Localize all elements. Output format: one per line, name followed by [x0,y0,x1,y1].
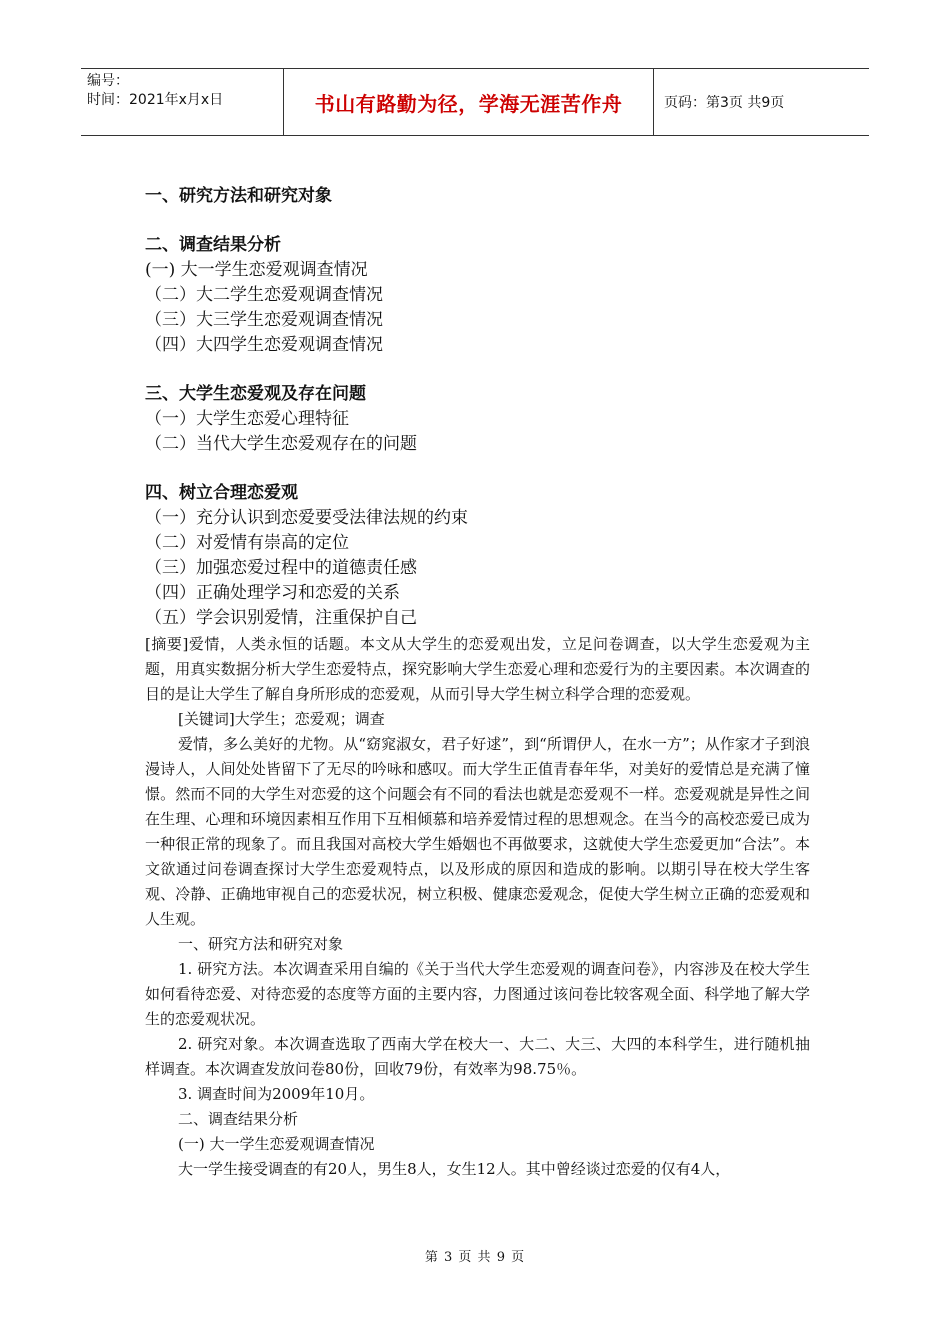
outline-item: （三）加强恋爱过程中的道德责任感 [145,558,417,578]
outline-item: （四）正确处理学习和恋爱的关系 [145,583,400,603]
section-heading: 二、调查结果分析 [178,1110,299,1128]
freshman-paragraph: 大一学生接受调查的有20人，男生8人，女生12人。其中曾经谈过恋爱的仅有4人， [178,1160,731,1178]
header-meta [81,69,284,135]
page-footer: 第 3 页 共 9 页 [424,1250,526,1265]
method-paragraph: 1. 研究方法。本次调查采用自编的《关于当代大学生恋爱观的调查问卷》，内容涉及在校大学生如何看待恋爱、对待恋爱的态度等方面的主要内容，力图通过该问卷比较客观全面、科学地了解大学生的恋爱观状况。 [145,960,810,1028]
intro-paragraph: 爱情，多么美好的尤物。从“窈窕淑女，君子好逑”，到“所谓伊人，在水一方”；从作家才子到浪漫诗人，人间处处皆留下了无尽的吟咏和感叹。而大学生正值青春年华，对美好的爱情总是充满了憧憬。然而不同的大学生对恋爱的这个问题会有不同的看法也就是恋爱观不一样。恋爱观就是异性之间在生理、心理和环境因素相互作用下互相倾慕和培养爱情过程的思想观念。在当今的高校恋爱已成为一种很正常的现象了。而且我国对高校大学生婚姻也不再做要求，这就使大学生恋爱更加“合法”。本文欲通过问卷调查探讨大学生恋爱观特点，以及形成的原因和造成的影响。以期引导在校大学生客观、冷静、正确地审视自己的恋爱状况，树立积极、健康恋爱观念，促使大学生树立正确的恋爱观和人生观。 [145,735,810,928]
section-heading: 一、研究方法和研究对象 [178,935,344,953]
outline-section-title: 一、研究方法和研究对象 [145,186,332,206]
outline-item: （一）大学生恋爱心理特征 [145,409,349,429]
keywords-paragraph: [关键词]大学生；恋爱观；调查 [178,710,385,728]
subjects-paragraph: 2. 研究对象。本次调查选取了西南大学在校大一、大二、大三、大四的本科学生，进行随机抽样调查。本次调查发放问卷80份，回收79份，有效率为98.75％。 [145,1035,810,1078]
subsection-heading: (一) 大一学生恋爱观调查情况 [178,1135,375,1153]
table-of-contents [145,184,825,631]
outline-section-title: 二、调查结果分析 [145,235,281,255]
outline-item: （二）当代大学生恋爱观存在的问题 [145,434,417,454]
outline-section-title: 四、树立合理恋爱观 [145,483,298,503]
outline-item: （二）大二学生恋爱观调查情况 [145,285,383,305]
outline-item: （五）学会识别爱情，注重保护自己 [145,608,417,628]
header-motto: 书山有路勤为径，学海无涯苦作舟 [284,69,654,135]
outline-section [145,184,825,209]
time-label: 时间：2021年x月x日 [87,92,224,108]
document-body [145,632,810,1182]
header-page-label: 页码：第3页 共9页 [664,95,785,111]
outline-item: （三）大三学生恋爱观调查情况 [145,310,383,330]
page-header [81,68,869,136]
number-label: 编号： [87,73,129,89]
time-paragraph: 3. 调查时间为2009年10月。 [178,1085,375,1103]
outline-item: （二）对爱情有崇高的定位 [145,533,349,553]
outline-item: (一) 大一学生恋爱观调查情况 [145,260,368,280]
outline-section [145,481,825,631]
outline-item: （四）大四学生恋爱观调查情况 [145,335,383,355]
outline-section [145,382,825,457]
outline-section [145,233,825,358]
outline-item: （一）充分认识到恋爱要受法律法规的约束 [145,508,468,528]
outline-section-title: 三、大学生恋爱观及存在问题 [145,384,366,404]
abstract-paragraph: [摘要]爱情，人类永恒的话题。本文从大学生的恋爱观出发，立足问卷调查，以大学生恋爱观为主题，用真实数据分析大学生恋爱特点，探究影响大学生恋爱心理和恋爱行为的主要因素。本次调查的目的是让大学生了解自身所形成的恋爱观，从而引导大学生树立科学合理的恋爱观。 [145,635,810,703]
